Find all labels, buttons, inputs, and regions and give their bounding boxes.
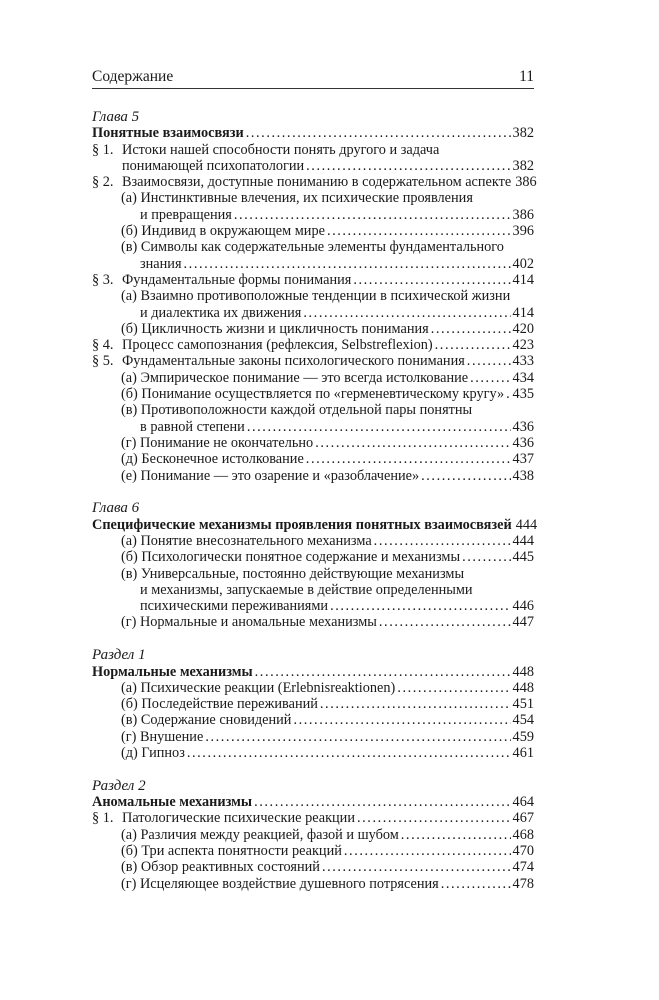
chapter-label: Глава 6 <box>92 500 140 517</box>
section-mark: § 4. <box>92 337 114 354</box>
toc-heading-entry[interactable] <box>92 664 534 680</box>
toc-entry-title <box>92 142 441 158</box>
dot-leader <box>353 272 510 288</box>
toc-entry[interactable] <box>92 533 534 549</box>
toc-entry-title: (г) Понимание не окончательно <box>121 434 314 451</box>
toc-entry-title: (в) Содержание сновидений <box>121 712 292 729</box>
toc-entry-title: Аномальные механизмы <box>92 794 253 811</box>
toc-page-number: 386 <box>515 174 537 191</box>
toc-page-number: 436 <box>512 434 534 451</box>
toc-page-number: 445 <box>512 549 534 566</box>
toc-entry[interactable] <box>92 810 534 826</box>
toc-entry[interactable] <box>92 239 534 255</box>
toc-page-number: 467 <box>512 810 534 827</box>
toc-entry[interactable] <box>92 876 534 892</box>
dot-leader <box>184 256 511 272</box>
dot-leader <box>320 696 511 712</box>
toc-entry[interactable] <box>92 582 534 598</box>
dot-leader <box>344 843 511 859</box>
toc-heading-entry[interactable] <box>92 125 534 141</box>
toc-entry-text: Истоки нашей способности понять другого и задача <box>122 141 440 158</box>
dot-leader <box>254 794 510 810</box>
toc-entry[interactable] <box>92 174 537 191</box>
toc-entry-title: (б) Индивид в окружающем мире <box>121 223 325 240</box>
toc-entry-title: (а) Понятие внесознательного механизма <box>121 532 372 549</box>
dot-leader <box>357 810 511 826</box>
running-head-title: Содержание <box>92 68 174 85</box>
toc-entry[interactable] <box>92 712 534 728</box>
toc-entry[interactable] <box>92 435 534 451</box>
toc-page-number: 464 <box>512 794 534 811</box>
toc-entry-title: (г) Внушение <box>121 728 204 745</box>
dot-leader <box>187 745 511 761</box>
toc-entry[interactable] <box>92 745 534 761</box>
section-mark: § 2. <box>92 174 114 191</box>
toc-page-number: 382 <box>512 125 534 142</box>
toc-entry-title: (в) Универсальные, постоянно действующие механизмы <box>121 565 465 582</box>
toc-entry-title: (в) Противоположности каждой отдельной пары понятны <box>121 402 473 419</box>
section-mark: § 1. <box>92 810 114 827</box>
dot-leader <box>327 223 511 239</box>
toc-entry-title: (в) Символы как содержательные элементы фундаментального <box>121 239 504 256</box>
dot-leader <box>330 598 510 614</box>
toc-entry[interactable] <box>92 207 534 223</box>
dot-leader <box>397 680 510 696</box>
toc-entry-title: психическими переживаниями <box>140 598 329 615</box>
toc-entry[interactable] <box>92 223 534 239</box>
toc-page-number: 474 <box>512 859 534 876</box>
toc-entry[interactable] <box>92 549 534 565</box>
toc-entry-title: и механизмы, запускаемые в действие определенными <box>140 581 473 598</box>
dot-leader <box>374 533 511 549</box>
toc-page-number: 414 <box>512 304 534 321</box>
toc-entry-title <box>92 174 513 190</box>
toc-page-number: 386 <box>512 206 534 223</box>
dot-leader <box>435 337 511 353</box>
dot-leader <box>379 614 511 630</box>
toc-entry[interactable] <box>92 729 534 745</box>
toc-entry-title: (б) Три аспекта понятности реакций <box>121 842 342 859</box>
toc-entry-title: Нормальные механизмы <box>92 663 253 680</box>
toc-entry-title: (г) Исцеляющее воздействие душевного потрясения <box>121 875 439 892</box>
toc-page-number: 468 <box>512 826 534 843</box>
dot-leader <box>470 370 510 386</box>
toc-entry[interactable] <box>92 566 534 582</box>
toc-entry-title <box>92 272 353 288</box>
section-gap <box>92 484 534 501</box>
toc-page-number: 461 <box>512 744 534 761</box>
toc-entry[interactable] <box>92 843 534 859</box>
dot-leader <box>246 125 511 141</box>
toc-page-number: 420 <box>512 320 534 337</box>
toc-entry-title: (е) Понимание — это озарение и «разоблачение» <box>121 467 420 484</box>
toc-page-number: 414 <box>512 271 534 288</box>
toc-entry[interactable] <box>92 402 534 418</box>
section-mark: § 3. <box>92 271 114 288</box>
toc-page-number: 437 <box>512 451 534 468</box>
toc-entry-text: Фундаментальные законы психологического понимания <box>122 353 465 370</box>
toc-entry[interactable] <box>92 598 534 614</box>
toc-page-number: 447 <box>512 614 534 631</box>
page-number: 11 <box>519 68 534 85</box>
toc-page-number: 423 <box>512 337 534 354</box>
toc-page-number: 444 <box>512 532 534 549</box>
toc-entry-title: (б) Цикличность жизни и цикличность понимания <box>121 320 429 337</box>
toc-entry[interactable] <box>92 827 534 843</box>
header-rule <box>92 88 534 89</box>
toc-entry-title: (а) Различия между реакцией, фазой и шубом <box>121 826 399 843</box>
dot-leader <box>467 353 511 369</box>
toc-page-number: 459 <box>512 728 534 745</box>
toc-entry[interactable] <box>92 696 534 712</box>
toc-page-number: 402 <box>512 255 534 272</box>
toc-entry[interactable] <box>92 386 534 402</box>
toc-entry-title: (б) Последействие переживаний <box>121 696 318 713</box>
section-mark: § 1. <box>92 141 114 158</box>
toc-page-number: 478 <box>512 875 534 892</box>
toc-entry[interactable] <box>92 353 534 369</box>
toc-entry[interactable] <box>92 370 534 386</box>
toc-entry-title: (б) Психологически понятное содержание и механизмы <box>121 549 461 566</box>
toc-page-number: 444 <box>515 516 538 533</box>
toc-entry[interactable] <box>92 680 534 696</box>
toc-entry[interactable] <box>92 272 534 288</box>
toc-entry[interactable] <box>92 451 534 467</box>
dot-leader <box>401 827 511 843</box>
chapter-label: Раздел 1 <box>92 647 146 664</box>
toc-entry[interactable] <box>92 305 534 321</box>
toc-entry[interactable] <box>92 419 534 435</box>
toc-entry-title <box>92 353 467 369</box>
toc-page-number: 448 <box>512 663 534 680</box>
toc-entry[interactable] <box>92 190 534 206</box>
toc-entry-text: Процесс самопознания (рефлексия, Selbstreflexion) <box>122 337 433 354</box>
toc-entry[interactable] <box>92 859 534 875</box>
toc-heading-entry[interactable] <box>92 516 538 533</box>
toc-entry-title: знания <box>140 255 182 272</box>
dot-leader <box>315 435 510 451</box>
dot-leader <box>234 207 511 223</box>
toc-entry-text: Патологические психические реакции <box>122 810 355 827</box>
toc-entry-title: (а) Инстинктивные влечения, их психические проявления <box>121 190 473 207</box>
toc-entry-title: Специфические механизмы проявления понятных взаимосвязей <box>92 516 512 533</box>
toc-page-number: 436 <box>512 418 534 435</box>
dot-leader <box>322 859 511 875</box>
toc-page-number: 382 <box>512 157 534 174</box>
toc-entry[interactable] <box>92 158 534 174</box>
dot-leader <box>205 729 510 745</box>
dot-leader <box>306 451 511 467</box>
dot-leader <box>255 664 511 680</box>
dot-leader <box>431 321 511 337</box>
toc-page-number: 435 <box>512 386 534 403</box>
toc-entry-text: Взаимосвязи, доступные пониманию в содержательном аспекте <box>122 174 512 191</box>
section-gap <box>92 761 534 778</box>
dot-leader <box>247 419 511 435</box>
toc-entry-title: (в) Обзор реактивных состояний <box>121 859 320 876</box>
section-mark: § 5. <box>92 353 114 370</box>
toc-entry[interactable] <box>92 288 534 304</box>
dot-leader <box>421 468 510 484</box>
toc-entry[interactable] <box>92 256 534 272</box>
toc-entry-title: Понятные взаимосвязи <box>92 125 244 142</box>
toc-page-number: 470 <box>512 842 534 859</box>
toc-page-number: 451 <box>512 696 534 713</box>
toc-entry[interactable] <box>92 337 534 353</box>
toc-entry-title <box>92 810 357 826</box>
toc-page-number: 438 <box>512 467 534 484</box>
dot-leader <box>462 549 510 565</box>
dot-leader <box>293 712 510 728</box>
toc-entry-title: понимающей психопатологии <box>122 157 305 174</box>
toc-page-number: 448 <box>512 679 534 696</box>
dot-leader <box>441 876 511 892</box>
chapter-label: Раздел 2 <box>92 777 146 794</box>
dot-leader <box>306 158 510 174</box>
toc-page-number: 396 <box>512 223 534 240</box>
toc-entry-title: (а) Взаимно противоположные тенденции в психической жизни <box>121 288 511 305</box>
toc-heading-entry[interactable] <box>92 794 534 810</box>
toc-entry[interactable] <box>92 321 534 337</box>
toc-entry-title: (б) Понимание осуществляется по «герменевтическому кругу» <box>121 386 505 403</box>
table-of-contents <box>92 109 538 892</box>
toc-entry[interactable] <box>92 468 534 484</box>
chapter-label: Глава 5 <box>92 109 140 125</box>
toc-entry-title: (а) Психические реакции (Erlebnisreaktionen) <box>121 679 396 696</box>
toc-page-number: 434 <box>512 369 534 386</box>
toc-entry-title: и превращения <box>140 206 232 223</box>
toc-entry-title: в равной степени <box>140 418 245 435</box>
toc-entry[interactable] <box>92 614 534 630</box>
toc-entry-title <box>92 337 435 353</box>
toc-entry-title: (а) Эмпирическое понимание — это всегда истолкование <box>121 369 469 386</box>
toc-entry-title: (д) Бесконечное истолкование <box>121 451 304 468</box>
toc-page-number: 433 <box>512 353 534 370</box>
toc-page-number: 446 <box>512 598 534 615</box>
toc-entry-text: Фундаментальные формы понимания <box>122 271 352 288</box>
section-gap <box>92 631 534 648</box>
toc-entry-title: и диалектика их движения <box>140 304 302 321</box>
toc-entry-title: (г) Нормальные и аномальные механизмы <box>121 614 377 631</box>
toc-entry[interactable] <box>92 142 534 158</box>
running-head <box>92 67 534 87</box>
dot-leader <box>303 305 510 321</box>
toc-page-number: 454 <box>512 712 534 729</box>
toc-entry-title: (д) Гипноз <box>121 744 185 761</box>
